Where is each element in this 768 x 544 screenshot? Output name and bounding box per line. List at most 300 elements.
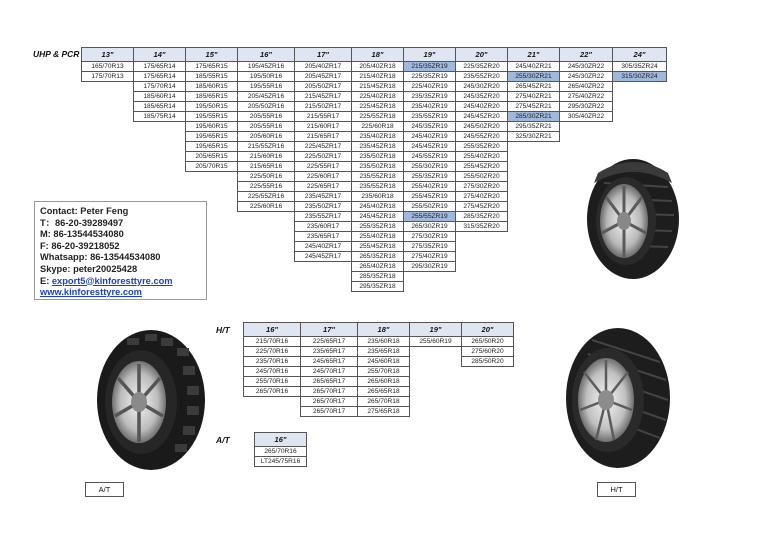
size-cell: 225/60R18 [352, 122, 404, 132]
empty-cell [134, 122, 186, 132]
empty-cell [508, 252, 560, 262]
size-cell: 215/45ZR17 [295, 92, 352, 102]
empty-cell [134, 152, 186, 162]
empty-cell [82, 102, 134, 112]
contact-name: Contact: Peter Feng [40, 206, 129, 216]
table-row [244, 407, 514, 417]
empty-cell [404, 282, 456, 292]
size-cell: 235/45ZR18 [352, 142, 404, 152]
size-cell: 275/40ZR20 [456, 192, 508, 202]
empty-cell [613, 282, 667, 292]
size-cell: 265/35ZR18 [352, 252, 404, 262]
size-cell: 245/45ZR18 [352, 212, 404, 222]
empty-cell [456, 242, 508, 252]
size-cell: 195/55R16 [238, 82, 295, 92]
size-cell: 255/50ZR19 [404, 202, 456, 212]
empty-cell [238, 232, 295, 242]
empty-cell [186, 172, 238, 182]
table-row [244, 387, 514, 397]
empty-cell [244, 397, 301, 407]
empty-cell [134, 142, 186, 152]
size-cell: 225/35ZR20 [456, 62, 508, 72]
empty-cell [613, 102, 667, 112]
size-cell: 235/65R17 [295, 232, 352, 242]
size-cell: 225/50R16 [238, 172, 295, 182]
size-cell: 275/40ZR19 [404, 252, 456, 262]
size-cell: 185/55R15 [186, 72, 238, 82]
size-cell: 255/45ZR20 [456, 162, 508, 172]
size-cell: 195/60R15 [186, 122, 238, 132]
size-cell: 195/65R15 [186, 132, 238, 142]
table-row [82, 92, 667, 102]
size-cell: 245/50ZR20 [456, 122, 508, 132]
size-cell: 255/40ZR19 [404, 182, 456, 192]
empty-cell [238, 272, 295, 282]
empty-cell [508, 222, 560, 232]
uhp-col-header: 14" [134, 48, 186, 62]
size-cell: 275/45ZR21 [508, 102, 560, 112]
email-link[interactable]: export5@kinforesttyre.com [51, 275, 173, 286]
uhp-col-header: 15" [186, 48, 238, 62]
size-cell: 235/65R18 [358, 347, 410, 357]
uhp-col-header: 13" [82, 48, 134, 62]
size-cell: 205/70R15 [186, 162, 238, 172]
at-col-header: 16" [255, 433, 307, 447]
table-row [82, 122, 667, 132]
size-cell: 245/70R17 [301, 367, 358, 377]
size-cell: 205/55R16 [238, 112, 295, 122]
size-cell: 295/30ZR19 [404, 262, 456, 272]
size-cell: 245/45ZR19 [404, 142, 456, 152]
empty-cell [613, 82, 667, 92]
size-cell: 185/65R14 [134, 102, 186, 112]
empty-cell [508, 162, 560, 172]
empty-cell [238, 262, 295, 272]
at-section-label: A/T [216, 435, 230, 445]
size-cell: 175/65R14 [134, 72, 186, 82]
contact-website-row [40, 287, 206, 299]
uhp-section-label: UHP & PCR [33, 49, 80, 59]
size-cell: 225/65R17 [295, 182, 352, 192]
empty-cell [295, 262, 352, 272]
ht-col-header: 16" [244, 323, 301, 337]
empty-cell [456, 252, 508, 262]
size-cell: 235/50ZR18 [352, 162, 404, 172]
ht-col-header: 20" [462, 323, 514, 337]
size-cell: 225/35ZR19 [404, 72, 456, 82]
empty-cell [508, 202, 560, 212]
contact-mobile: M: 86-13544534080 [40, 229, 124, 240]
size-cell: 215/65R16 [238, 162, 295, 172]
size-cell: 265/40ZR18 [352, 262, 404, 272]
size-cell: 225/55R17 [295, 162, 352, 172]
size-cell: 225/45ZR17 [295, 142, 352, 152]
empty-cell [134, 172, 186, 182]
empty-cell [82, 132, 134, 142]
size-cell: 245/40ZR18 [352, 202, 404, 212]
size-cell: 225/40ZR19 [404, 82, 456, 92]
size-cell: 275/30ZR19 [404, 232, 456, 242]
size-cell: 265/65R18 [358, 387, 410, 397]
uhp-col-header: 17" [295, 48, 352, 62]
empty-cell [82, 112, 134, 122]
empty-cell [295, 272, 352, 282]
size-cell: 265/65R17 [301, 377, 358, 387]
contact-box [34, 201, 207, 300]
size-cell: 215/55R17 [295, 112, 352, 122]
empty-cell [508, 142, 560, 152]
table-row [82, 102, 667, 112]
empty-cell [82, 152, 134, 162]
size-cell: 245/30ZR22 [560, 72, 613, 82]
size-cell: 225/60R17 [295, 172, 352, 182]
ht-col-header: 18" [358, 323, 410, 337]
contact-fax: F: 86-20-39218052 [40, 240, 120, 251]
size-cell: 175/65R14 [134, 62, 186, 72]
size-cell: 205/60R16 [238, 132, 295, 142]
size-cell: 245/40ZR19 [404, 132, 456, 142]
empty-cell [613, 142, 667, 152]
empty-cell [134, 192, 186, 202]
empty-cell [404, 272, 456, 282]
contact-skype: Skype: peter20025428 [40, 263, 138, 274]
size-cell: 265/70R17 [301, 407, 358, 417]
empty-cell [82, 122, 134, 132]
size-cell: 285/35ZR20 [456, 212, 508, 222]
size-cell: 225/40ZR18 [352, 92, 404, 102]
tire-performance-image [568, 153, 698, 283]
uhp-col-header: 19" [404, 48, 456, 62]
size-cell: 245/40ZR17 [295, 242, 352, 252]
empty-cell [82, 182, 134, 192]
size-cell: 235/70R16 [244, 357, 301, 367]
size-cell: 245/55ZR19 [404, 152, 456, 162]
empty-cell [238, 222, 295, 232]
empty-cell [134, 162, 186, 172]
empty-cell [560, 282, 613, 292]
contact-email-label: E: [40, 275, 52, 286]
empty-cell [295, 282, 352, 292]
size-cell: 315/35ZR20 [456, 222, 508, 232]
ht-section-label: H/T [216, 325, 230, 335]
size-cell: 235/60R17 [295, 222, 352, 232]
size-cell: 265/70R16 [255, 447, 307, 457]
caption-ht: H/T [597, 482, 636, 497]
empty-cell [410, 387, 462, 397]
size-cell: 195/55R15 [186, 112, 238, 122]
table-row [244, 357, 514, 367]
size-cell: 235/40ZR18 [352, 132, 404, 142]
size-cell: 235/55ZR18 [352, 172, 404, 182]
size-cell: 255/60R19 [410, 337, 462, 347]
empty-cell [508, 262, 560, 272]
uhp-col-header: 22" [560, 48, 613, 62]
size-cell: 245/35ZR19 [404, 122, 456, 132]
size-cell: 185/65R15 [186, 92, 238, 102]
size-cell: 235/60R18 [358, 337, 410, 347]
at-size-table [254, 432, 307, 467]
size-cell: 225/55ZR18 [352, 112, 404, 122]
empty-cell [462, 407, 514, 417]
size-cell: 185/75R14 [134, 112, 186, 122]
size-cell: 205/50ZR17 [295, 82, 352, 92]
empty-cell [134, 182, 186, 192]
size-cell: 195/45ZR16 [238, 62, 295, 72]
empty-cell [508, 282, 560, 292]
size-cell: 255/30ZR21 [508, 72, 560, 82]
empty-cell [410, 357, 462, 367]
size-cell: 275/35ZR19 [404, 242, 456, 252]
size-cell: 235/65R17 [301, 347, 358, 357]
size-cell: 235/45ZR17 [295, 192, 352, 202]
size-cell: 265/30ZR19 [404, 222, 456, 232]
contact-tel: T：86-20-39289497 [40, 217, 124, 228]
size-cell: 265/70R18 [358, 397, 410, 407]
size-cell: 215/50ZR17 [295, 102, 352, 112]
empty-cell [410, 347, 462, 357]
size-cell: 225/50ZR17 [295, 152, 352, 162]
uhp-col-header: 16" [238, 48, 295, 62]
empty-cell [186, 192, 238, 202]
empty-cell [508, 242, 560, 252]
size-cell: 255/45ZR19 [404, 192, 456, 202]
size-cell: 225/65R17 [301, 337, 358, 347]
empty-cell [82, 92, 134, 102]
size-cell: 215/60R17 [295, 122, 352, 132]
size-cell: 245/60R18 [358, 357, 410, 367]
tire-ht-image [548, 322, 678, 474]
uhp-col-header: 24" [613, 48, 667, 62]
size-cell: 225/60R16 [238, 202, 295, 212]
size-cell: 255/45ZR18 [352, 242, 404, 252]
empty-cell [82, 162, 134, 172]
empty-cell [238, 282, 295, 292]
size-cell: 235/60R18 [352, 192, 404, 202]
size-cell: 195/50R16 [238, 72, 295, 82]
size-cell: 235/55ZR17 [295, 212, 352, 222]
size-cell: 295/35ZR21 [508, 122, 560, 132]
size-cell: 285/50R20 [462, 357, 514, 367]
table-row [244, 377, 514, 387]
empty-cell [186, 182, 238, 192]
empty-cell [462, 397, 514, 407]
empty-cell [462, 387, 514, 397]
size-cell: 245/30ZR22 [560, 62, 613, 72]
size-cell: 245/55ZR20 [456, 132, 508, 142]
empty-cell [456, 272, 508, 282]
size-cell: 205/45ZR16 [238, 92, 295, 102]
ht-col-header: 19" [410, 323, 462, 337]
empty-cell [462, 377, 514, 387]
size-cell: 295/35ZR18 [352, 282, 404, 292]
size-cell: 265/60R18 [358, 377, 410, 387]
contact-whatsapp: Whatsapp: 86-13544534080 [40, 252, 161, 263]
empty-cell [560, 142, 613, 152]
empty-cell [456, 282, 508, 292]
size-cell: 275/40ZR22 [560, 92, 613, 102]
caption-at: A/T [85, 482, 124, 497]
size-cell: 215/40ZR18 [352, 72, 404, 82]
table-row [82, 62, 667, 72]
size-cell: 265/50R20 [462, 337, 514, 347]
empty-cell [462, 367, 514, 377]
empty-cell [508, 192, 560, 202]
ht-col-header: 17" [301, 323, 358, 337]
size-cell: 265/70R16 [244, 387, 301, 397]
size-cell: 235/55ZR20 [456, 72, 508, 82]
ht-size-table [243, 322, 514, 417]
size-cell: 185/60R14 [134, 92, 186, 102]
size-cell: LT245/75R16 [255, 457, 307, 467]
size-cell: 235/55ZR18 [352, 182, 404, 192]
size-cell: 245/40ZR20 [456, 102, 508, 112]
size-cell: 255/40ZR20 [456, 152, 508, 162]
empty-cell [508, 212, 560, 222]
size-cell: 285/30ZR21 [508, 112, 560, 122]
size-cell: 295/30ZR22 [560, 102, 613, 112]
empty-cell [134, 132, 186, 142]
size-cell: 235/50ZR17 [295, 202, 352, 212]
empty-cell [238, 252, 295, 262]
size-cell: 215/45ZR18 [352, 82, 404, 92]
size-cell: 205/40ZR18 [352, 62, 404, 72]
size-cell: 165/70R13 [82, 62, 134, 72]
empty-cell [508, 272, 560, 282]
size-cell: 215/35ZR19 [404, 62, 456, 72]
size-cell: 175/70R14 [134, 82, 186, 92]
size-cell: 215/70R16 [244, 337, 301, 347]
table-row [255, 457, 307, 467]
uhp-col-header: 18" [352, 48, 404, 62]
size-cell: 255/35ZR18 [352, 222, 404, 232]
size-cell: 215/65R17 [295, 132, 352, 142]
size-cell: 255/40ZR18 [352, 232, 404, 242]
empty-cell [82, 172, 134, 182]
table-row [82, 72, 667, 82]
size-cell: 195/65R15 [186, 142, 238, 152]
empty-cell [410, 377, 462, 387]
empty-cell [508, 232, 560, 242]
table-row [244, 337, 514, 347]
empty-cell [508, 152, 560, 162]
website-link[interactable]: www.kinforesttyre.com [40, 287, 142, 298]
empty-cell [508, 182, 560, 192]
size-cell: 215/55ZR16 [238, 142, 295, 152]
size-cell: 225/70R16 [244, 347, 301, 357]
table-row [244, 397, 514, 407]
table-row [244, 367, 514, 377]
empty-cell [82, 82, 134, 92]
empty-cell [238, 242, 295, 252]
table-row [255, 447, 307, 457]
empty-cell [82, 142, 134, 152]
size-cell: 265/70R17 [301, 397, 358, 407]
size-cell: 265/40ZR22 [560, 82, 613, 92]
size-cell: 265/45ZR21 [508, 82, 560, 92]
table-row [82, 132, 667, 142]
empty-cell [456, 232, 508, 242]
size-cell: 255/35ZR20 [456, 142, 508, 152]
empty-cell [456, 262, 508, 272]
size-cell: 235/55ZR19 [404, 112, 456, 122]
size-cell: 195/50R15 [186, 102, 238, 112]
table-row [82, 142, 667, 152]
size-cell: 245/40ZR21 [508, 62, 560, 72]
size-cell: 285/35ZR18 [352, 272, 404, 282]
size-cell: 325/30ZR21 [508, 132, 560, 142]
empty-cell [560, 122, 613, 132]
empty-cell [613, 112, 667, 122]
size-cell: 205/45ZR17 [295, 72, 352, 82]
size-cell: 225/55ZR16 [238, 192, 295, 202]
empty-cell [613, 92, 667, 102]
size-cell: 255/50ZR20 [456, 172, 508, 182]
size-cell: 245/45ZR17 [295, 252, 352, 262]
size-cell: 245/30ZR20 [456, 82, 508, 92]
size-cell: 265/70R17 [301, 387, 358, 397]
size-cell: 245/70R16 [244, 367, 301, 377]
size-cell: 205/65R15 [186, 152, 238, 162]
uhp-col-header: 21" [508, 48, 560, 62]
empty-cell [410, 397, 462, 407]
empty-cell [508, 172, 560, 182]
size-cell: 255/30ZR19 [404, 162, 456, 172]
size-cell: 205/40ZR17 [295, 62, 352, 72]
empty-cell [410, 367, 462, 377]
size-cell: 255/55ZR19 [404, 212, 456, 222]
size-cell: 185/60R15 [186, 82, 238, 92]
size-cell: 275/45ZR20 [456, 202, 508, 212]
size-cell: 255/35ZR19 [404, 172, 456, 182]
size-cell: 175/65R15 [186, 62, 238, 72]
size-cell: 245/35ZR20 [456, 92, 508, 102]
size-cell: 235/50ZR18 [352, 152, 404, 162]
table-row [82, 112, 667, 122]
empty-cell [560, 132, 613, 142]
size-cell: 235/40ZR19 [404, 102, 456, 112]
size-cell: 245/45ZR20 [456, 112, 508, 122]
size-cell: 275/40ZR21 [508, 92, 560, 102]
empty-cell [613, 132, 667, 142]
contact-email-row [40, 276, 206, 288]
size-cell: 245/65R17 [301, 357, 358, 367]
empty-cell [238, 212, 295, 222]
size-cell: 305/35ZR24 [613, 62, 667, 72]
size-cell: 225/55R16 [238, 182, 295, 192]
size-cell: 225/45ZR18 [352, 102, 404, 112]
size-cell: 255/70R18 [358, 367, 410, 377]
size-cell: 275/60R20 [462, 347, 514, 357]
size-cell: 275/30ZR20 [456, 182, 508, 192]
empty-cell [82, 192, 134, 202]
size-cell: 215/60R16 [238, 152, 295, 162]
size-cell: 255/70R16 [244, 377, 301, 387]
uhp-col-header: 20" [456, 48, 508, 62]
size-cell: 305/40ZR22 [560, 112, 613, 122]
empty-cell [410, 407, 462, 417]
empty-cell [244, 407, 301, 417]
tire-at-image [83, 324, 213, 474]
table-row [82, 82, 667, 92]
size-cell: 205/50ZR16 [238, 102, 295, 112]
size-cell: 175/70R13 [82, 72, 134, 82]
table-row [244, 347, 514, 357]
size-cell: 205/55R16 [238, 122, 295, 132]
size-cell: 275/65R18 [358, 407, 410, 417]
size-cell: 235/35ZR19 [404, 92, 456, 102]
empty-cell [613, 122, 667, 132]
size-cell: 315/30ZR24 [613, 72, 667, 82]
